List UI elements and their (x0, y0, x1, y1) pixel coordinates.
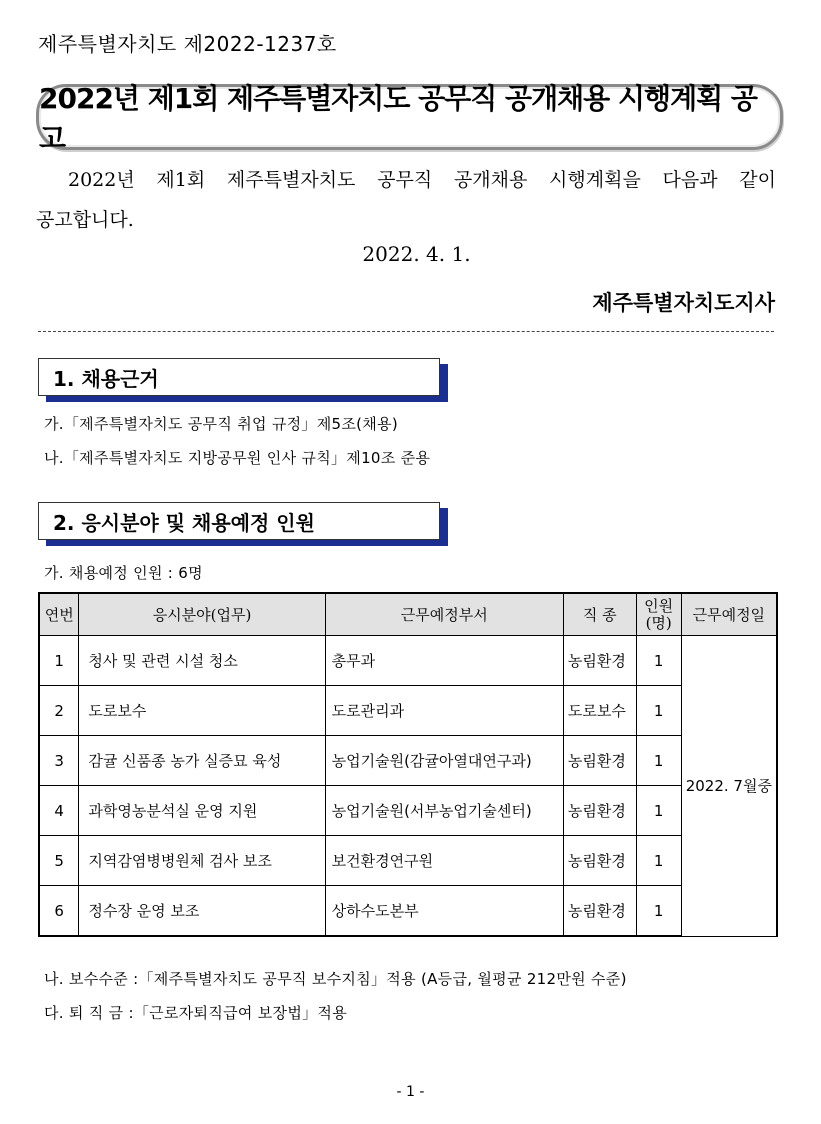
announcement-date: 2022. 4. 1. (362, 242, 471, 266)
row-count: 1 (636, 836, 681, 886)
section-2-item-a: 가. 채용예정 인원 : 6명 (44, 564, 203, 582)
title-banner (36, 82, 783, 155)
row-field: 정수장 운영 보조 (79, 886, 325, 937)
row-field: 감귤 신품종 농가 실증묘 육성 (79, 736, 325, 786)
divider-line (38, 331, 774, 332)
row-no: 1 (39, 636, 79, 686)
table-row (39, 786, 777, 836)
signer: 제주특별자치도지사 (592, 291, 775, 315)
row-type: 도로보수 (563, 686, 636, 736)
row-type: 농림환경 (563, 836, 636, 886)
row-no: 6 (39, 886, 79, 937)
section-2-item-b: 나. 보수수준 :「제주특별자치도 공무직 보수지침」적용 (A등급, 월평균 212만원 수준) (44, 970, 627, 988)
hiring-table (38, 592, 778, 937)
page-title: 2022년 제1회 제주특별자치도 공무직 공개채용 시행계획 공고 (39, 82, 757, 155)
table-row (39, 636, 777, 686)
row-dept: 상하수도본부 (325, 886, 563, 937)
intro-line-2: 공고합니다. (36, 209, 134, 231)
row-field: 과학영농분석실 운영 지원 (79, 786, 325, 836)
intro-paragraph (36, 160, 776, 240)
header-type: 직 종 (563, 593, 636, 636)
row-count: 1 (636, 686, 681, 736)
header-no: 연번 (39, 593, 79, 636)
row-dept: 도로관리과 (325, 686, 563, 736)
section-2-item-c: 다. 퇴 직 금 :「근로자퇴직급여 보장법」적용 (44, 1004, 348, 1022)
table-row (39, 886, 777, 937)
section-2-heading: 2. 응시분야 및 채용예정 인원 (53, 510, 315, 535)
row-no: 5 (39, 836, 79, 886)
row-dept: 보건환경연구원 (325, 836, 563, 886)
header-field: 응시분야(업무) (79, 593, 325, 636)
row-type: 농림환경 (563, 886, 636, 937)
table-row (39, 736, 777, 786)
header-count-line2: (명) (645, 613, 672, 632)
section-1-item-a: 가.「제주특별자치도 공무직 취업 규정」제5조(채용) (44, 415, 399, 433)
section-1-item-b: 나.「제주특별자치도 지방공무원 인사 규칙」제10조 준용 (44, 449, 431, 467)
page-number: - 1 - (396, 1084, 425, 1100)
section-1-heading-box (38, 358, 440, 396)
intro-line-1: 2022년 제1회 제주특별자치도 공무직 공개채용 시행계획을 다음과 같이 (68, 169, 776, 191)
row-type: 농림환경 (563, 786, 636, 836)
row-field: 청사 및 관련 시설 청소 (79, 636, 325, 686)
table-row (39, 836, 777, 886)
row-no: 3 (39, 736, 79, 786)
row-field: 지역감염병병원체 검사 보조 (79, 836, 325, 886)
table-header-row (39, 593, 777, 636)
header-dept: 근무예정부서 (325, 593, 563, 636)
row-no: 2 (39, 686, 79, 736)
row-count: 1 (636, 636, 681, 686)
section-2-heading-box (38, 502, 440, 540)
row-count: 1 (636, 786, 681, 836)
row-count: 1 (636, 886, 681, 937)
start-date-cell: 2022. 7월중 (681, 636, 777, 937)
header-count-line1: 인원 (644, 596, 674, 615)
header-start-date: 근무예정일 (681, 593, 777, 636)
row-no: 4 (39, 786, 79, 836)
row-field: 도로보수 (79, 686, 325, 736)
row-dept: 농업기술원(감귤아열대연구과) (325, 736, 563, 786)
header-count (636, 593, 681, 636)
table-row (39, 686, 777, 736)
row-count: 1 (636, 736, 681, 786)
row-type: 농림환경 (563, 736, 636, 786)
document-number: 제주특별자치도 제2022-1237호 (38, 32, 337, 56)
row-dept: 농업기술원(서부농업기술센터) (325, 786, 563, 836)
row-type: 농림환경 (563, 636, 636, 686)
row-dept: 총무과 (325, 636, 563, 686)
section-1-heading: 1. 채용근거 (53, 366, 159, 391)
